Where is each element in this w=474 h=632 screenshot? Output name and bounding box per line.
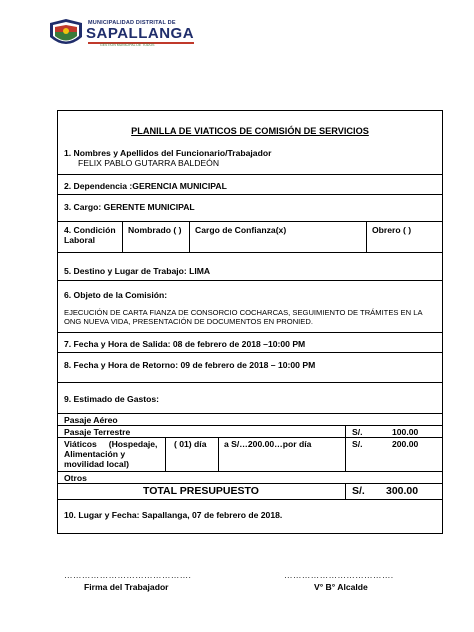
- total-label-cell: [58, 484, 346, 499]
- signature-label-alcalde: V° B° Alcalde: [314, 582, 368, 592]
- section-6-text-2: ONG NUEVA VIDA, PRESENTACIÓN DE DOCUMENTOS EN PRONIED.: [64, 317, 313, 326]
- section-3: [58, 195, 442, 222]
- signature-line-alcalde: ……………………………….: [284, 570, 394, 580]
- section-1-value: FELIX PABLO GUTARRA BALDEÓN: [78, 158, 220, 168]
- section-8: [58, 353, 442, 383]
- section-5: [58, 253, 442, 281]
- section-1-label: 1. Nombres y Apellidos del Funcionario/Trabajador: [64, 148, 272, 158]
- confianza-option: Cargo de Confianza(x): [195, 225, 287, 235]
- gastos-row-pasaje-terrestre: [58, 426, 442, 438]
- section-7-text: 7. Fecha y Hora de Salida: 08 de febrero de 2018 –10:00 PM: [64, 339, 306, 349]
- condicion-laboral-cell: [58, 222, 123, 252]
- viaticos-label-1: Viáticos (Hospedaje,: [64, 439, 158, 449]
- obrero-option: Obrero ( ): [372, 225, 412, 235]
- section-10: [58, 500, 442, 534]
- section-9-text: 9. Estimado de Gastos:: [64, 394, 160, 404]
- total-currency: S/.: [352, 485, 365, 497]
- viaticos-currency: S/.: [352, 439, 363, 449]
- nombrado-cell: [123, 222, 190, 252]
- pasaje-terrestre-cell: [58, 426, 346, 437]
- section-3-text: 3. Cargo: GERENTE MUNICIPAL: [64, 202, 195, 212]
- logo-tagline: GESTIÓN MUNICIPAL DE TODOS: [100, 43, 155, 47]
- otros-label: Otros: [64, 473, 87, 483]
- gastos-row-pasaje-aereo: [58, 414, 442, 426]
- pasaje-terrestre-amount: 100.00: [392, 427, 419, 437]
- pasaje-terrestre-currency: S/.: [352, 427, 363, 437]
- total-presupuesto-row: [58, 484, 442, 500]
- viaticos-label-cell: [58, 438, 166, 471]
- viaticos-amount-cell: [346, 438, 444, 471]
- viaticos-amount: 200.00: [392, 439, 419, 449]
- signature-label-trabajador: Firma del Trabajador: [84, 582, 169, 592]
- municipality-emblem-icon: [48, 19, 84, 49]
- section-8-text: 8. Fecha y Hora de Retorno: 09 de febrero de 2018 – 10:00 PM: [64, 360, 316, 370]
- section-10-text: 10. Lugar y Fecha: Sapallanga, 07 de febrero de 2018.: [64, 510, 283, 520]
- total-amount-cell: [346, 484, 444, 499]
- pasaje-terrestre-amount-cell: [346, 426, 444, 437]
- viaticos-label-2: Alimentación y: [64, 449, 126, 459]
- total-label: TOTAL PRESUPUESTO: [143, 485, 259, 497]
- confianza-cell: [190, 222, 367, 252]
- viaticos-rate: a S/…200.00…por día: [224, 439, 312, 449]
- section-4: [58, 222, 442, 253]
- viaticos-dias-cell: [166, 438, 219, 471]
- condicion-label-2: Laboral: [64, 235, 96, 245]
- viaticos-rate-cell: [219, 438, 346, 471]
- nombrado-option: Nombrado ( ): [128, 225, 182, 235]
- logo-subtitle: MUNICIPALIDAD DISTRITAL DE: [88, 20, 176, 26]
- section-9: [58, 383, 442, 414]
- section-6-text-1: EJECUCIÓN DE CARTA FIANZA DE CONSORCIO COCHARCAS, SEGUIMIENTO DE TRÁMITES EN LA: [64, 308, 423, 317]
- viaticos-dias: ( 01) día: [174, 439, 207, 449]
- logo-name: SAPALLANGA: [86, 25, 195, 42]
- section-7: [58, 333, 442, 353]
- form-title: PLANILLA DE VIATICOS DE COMISIÓN DE SERVICIOS: [131, 126, 369, 136]
- condicion-label-1: 4. Condición: [64, 225, 116, 235]
- viaticos-label-3: movilidad local): [64, 459, 129, 469]
- gastos-row-otros: [58, 472, 442, 484]
- pasaje-aereo-label: Pasaje Aéreo: [64, 415, 118, 425]
- signature-line-trabajador: …………………………………….: [64, 570, 192, 580]
- municipality-logo: [48, 17, 198, 51]
- pasaje-terrestre-label: Pasaje Terrestre: [64, 427, 131, 437]
- gastos-row-viaticos: [58, 438, 442, 472]
- total-amount: 300.00: [386, 485, 419, 497]
- section-6-label: 6. Objeto de la Comisión:: [64, 290, 168, 300]
- section-6: [58, 281, 442, 333]
- form-header-section: [58, 111, 442, 175]
- viaticos-form: [57, 110, 443, 534]
- section-2-text: 2. Dependencia :GERENCIA MUNICIPAL: [64, 181, 227, 191]
- section-2: [58, 175, 442, 195]
- obrero-cell: [367, 222, 444, 252]
- section-5-text: 5. Destino y Lugar de Trabajo: LIMA: [64, 266, 211, 276]
